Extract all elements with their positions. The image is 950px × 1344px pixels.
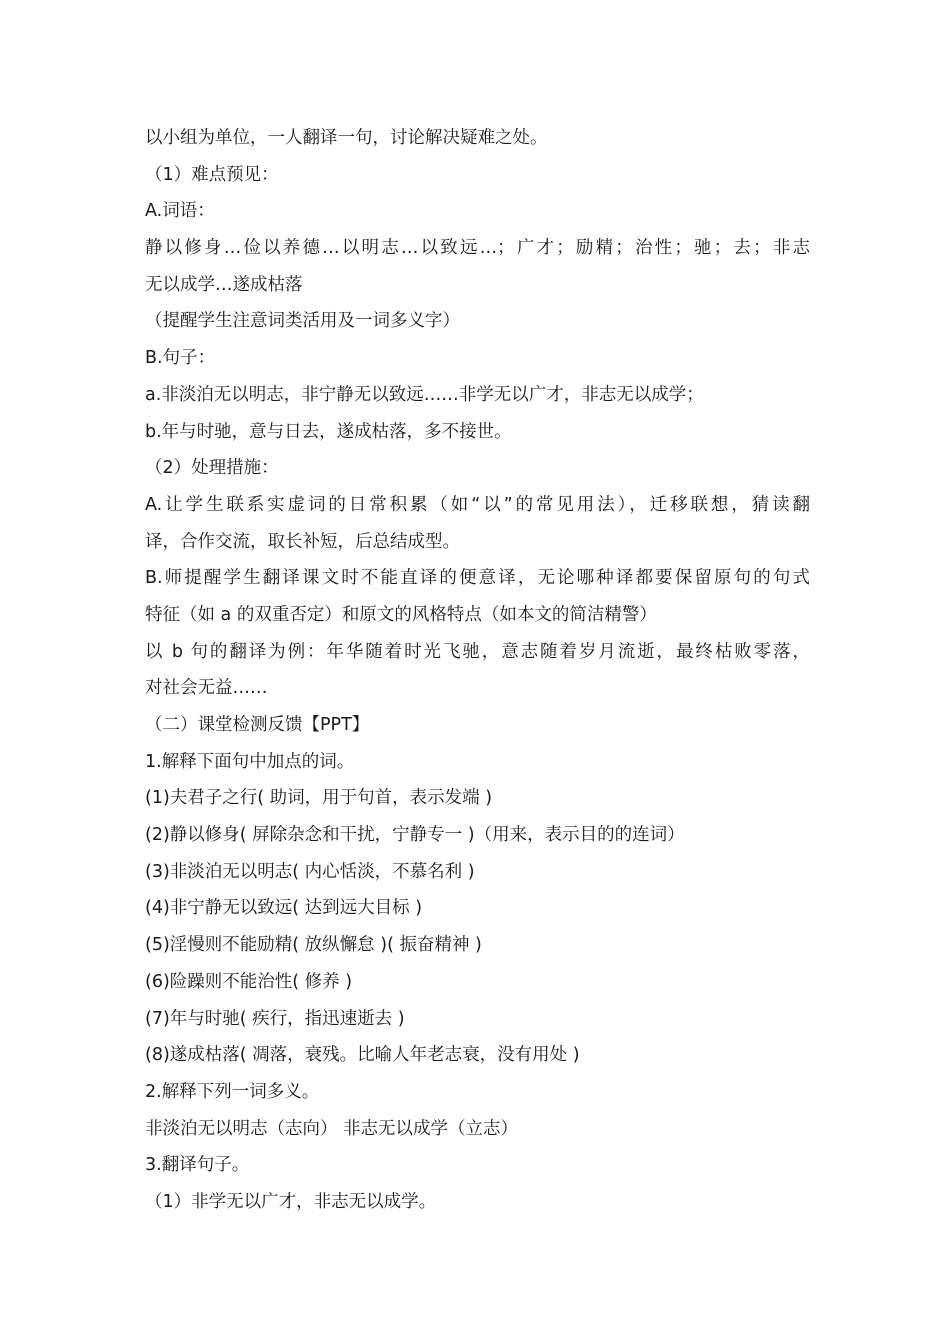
- difficulty-heading: （1）难点预见：: [145, 164, 279, 185]
- question-item: (4)非宁静无以致远( 达到远大目标 ): [145, 898, 423, 919]
- question-item: (2)静以修身( 屏除杂念和干扰，宁静专一 )（用来，表示目的的连词）: [145, 825, 685, 846]
- words-list-line: 静以修身…俭以养德…以明志…以致远…；广才；励精；治性；驰；去；非志: [145, 238, 810, 259]
- intro-line: 以小组为单位，一人翻译一句，讨论解决疑难之处。: [145, 128, 548, 148]
- measure-b-line: 特征（如 a 的双重否定）和原文的风格特点（如本文的简洁精警）: [145, 604, 657, 625]
- question-item: (7)年与时驰( 疾行，指迅速逝去 ): [145, 1008, 405, 1029]
- section-heading: （二）课堂检测反馈【PPT】: [145, 715, 370, 735]
- words-note: （提醒学生注意词类活用及一词多义字）: [145, 311, 460, 332]
- question-item: (3)非淡泊无以明志( 内心恬淡，不慕名利 ): [145, 861, 475, 882]
- words-list-line: 无以成学…遂成枯落: [145, 274, 303, 295]
- words-heading: A.词语：: [145, 201, 215, 222]
- example-line: 以 b 句的翻译为例：年华随着时光飞驰，意志随着岁月流逝，最终枯败零落，: [145, 641, 810, 662]
- question-item: (5)淫慢则不能励精( 放纵懈怠 )( 振奋精神 ): [145, 935, 482, 956]
- example-line: 对社会无益……: [145, 678, 268, 699]
- measure-a-line: 译，合作交流，取长补短，后总结成型。: [145, 531, 460, 552]
- measures-heading: （2）处理措施：: [145, 458, 279, 479]
- question-1: 1.解释下面句中加点的词。: [145, 751, 355, 772]
- question-item: (1)夫君子之行( 助词，用于句首，表示发端 ): [145, 788, 493, 809]
- question-2: 2.解释下列一词多义。: [145, 1081, 320, 1102]
- measure-a-line: A.让学生联系实虚词的日常积累（如“以”的常见用法），迁移联想，猜读翻: [145, 494, 810, 515]
- question-item: (8)遂成枯落( 凋落，衰残。比喻人年老志衰，没有用处 ): [145, 1045, 580, 1066]
- question-item: （1）非学无以广才，非志无以成学。: [145, 1191, 437, 1212]
- measure-b-line: B.师提醒学生翻译课文时不能直译的便意译，无论哪种译都要保留原句的句式: [145, 568, 810, 589]
- sentence-a: a.非淡泊无以明志，非宁静无以致远……非学无以广才，非志无以成学；: [145, 384, 704, 405]
- question-2-answer: 非淡泊无以明志（志向） 非志无以成学（立志）: [145, 1118, 519, 1139]
- question-item: (6)险躁则不能治性( 修养 ): [145, 971, 353, 992]
- document-body: [145, 120, 810, 1221]
- question-3: 3.翻译句子。: [145, 1155, 250, 1176]
- sentences-heading: B.句子：: [145, 348, 216, 369]
- sentence-b: b.年与时驰，意与日去，遂成枯落，多不接世。: [145, 421, 512, 442]
